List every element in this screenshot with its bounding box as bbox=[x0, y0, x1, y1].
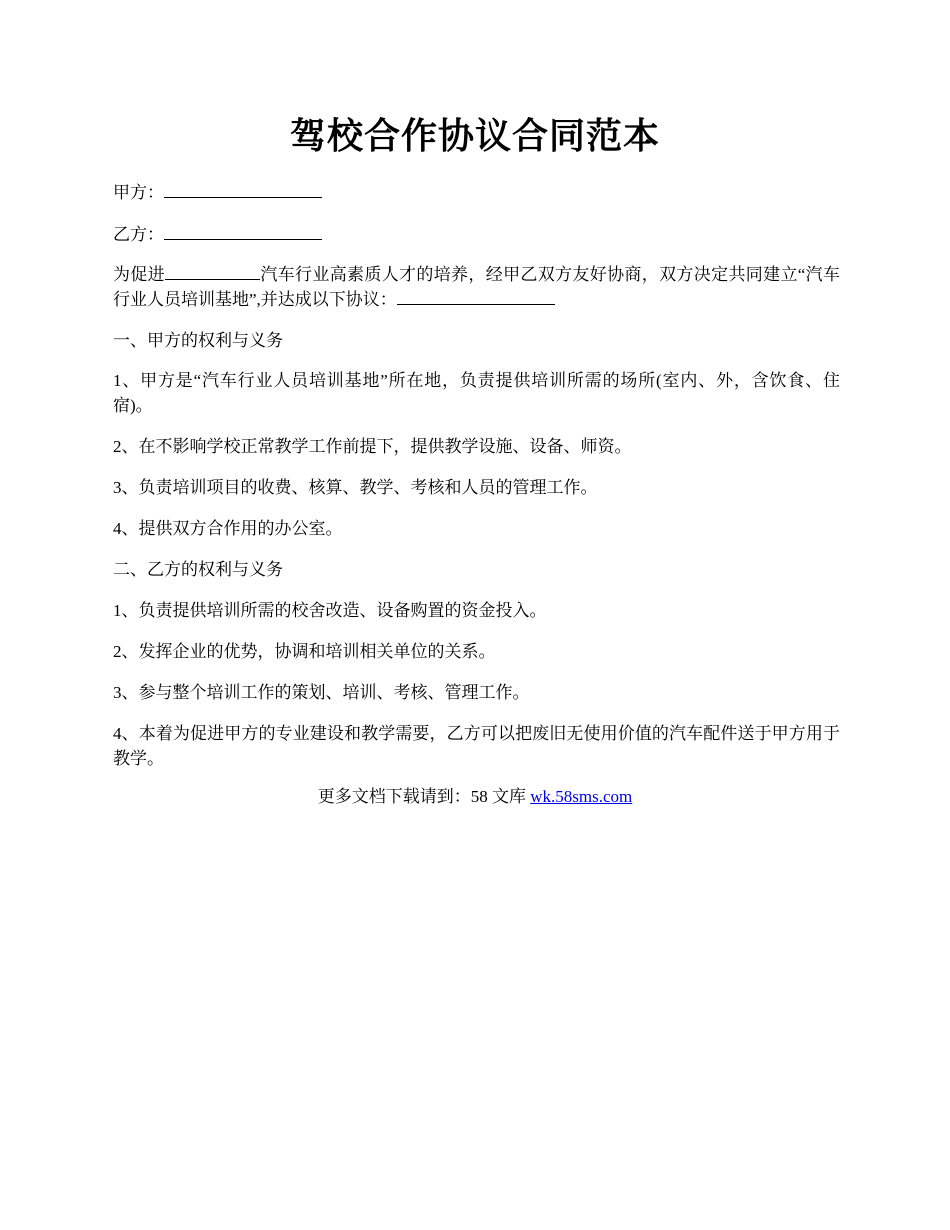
section1-item: 4、提供双方合作用的办公室。 bbox=[113, 519, 343, 538]
intro-blank bbox=[165, 262, 260, 280]
section2-item: 2、发挥企业的优势，协调和培训相关单位的关系。 bbox=[113, 642, 496, 661]
footer bbox=[0, 784, 950, 809]
party-b-label: 乙方： bbox=[113, 225, 164, 244]
party-a-line bbox=[113, 180, 840, 205]
party-a-label: 甲方： bbox=[113, 183, 164, 202]
party-b-line bbox=[113, 222, 840, 247]
section1-item: 3、负责培训项目的收费、核算、教学、考核和人员的管理工作。 bbox=[113, 478, 598, 497]
party-a-blank bbox=[164, 180, 322, 198]
intro-part1: 为促进 bbox=[113, 265, 166, 284]
section2-item: 1、负责提供培训所需的校舍改造、设备购置的资金投入。 bbox=[113, 601, 547, 620]
document-title: 驾校合作协议合同范本 bbox=[289, 116, 660, 156]
section1-heading: 一、甲方的权利与义务 bbox=[113, 331, 283, 350]
section1-item: 2、在不影响学校正常教学工作前提下，提供教学设施、设备、师资。 bbox=[113, 437, 632, 456]
section2-item: 4、本着为促进甲方的专业建设和教学需要，乙方可以把废旧无使用价值的汽车配件送于甲方用于教学。 bbox=[113, 724, 840, 768]
section1-item: 1、甲方是“汽车行业人员培训基地”所在地，负责提供培训所需的场所(室内、外，含饮食、住宿)。 bbox=[113, 371, 840, 415]
intro-part2: 汽车行业高素质人才的培养，经甲乙双方友好协商，双方决定共同建立“汽车行业人员培训基地”,并达成以下协议： bbox=[113, 265, 841, 309]
footer-link[interactable]: wk.58sms.com bbox=[530, 787, 633, 806]
section2-heading: 二、乙方的权利与义务 bbox=[113, 560, 283, 579]
intro-end-blank bbox=[397, 287, 555, 305]
section2-item: 3、参与整个培训工作的策划、培训、考核、管理工作。 bbox=[113, 683, 530, 702]
intro-paragraph bbox=[113, 262, 840, 312]
footer-text: 更多文档下载请到：58 文库 bbox=[317, 787, 531, 806]
party-b-blank bbox=[164, 222, 322, 240]
